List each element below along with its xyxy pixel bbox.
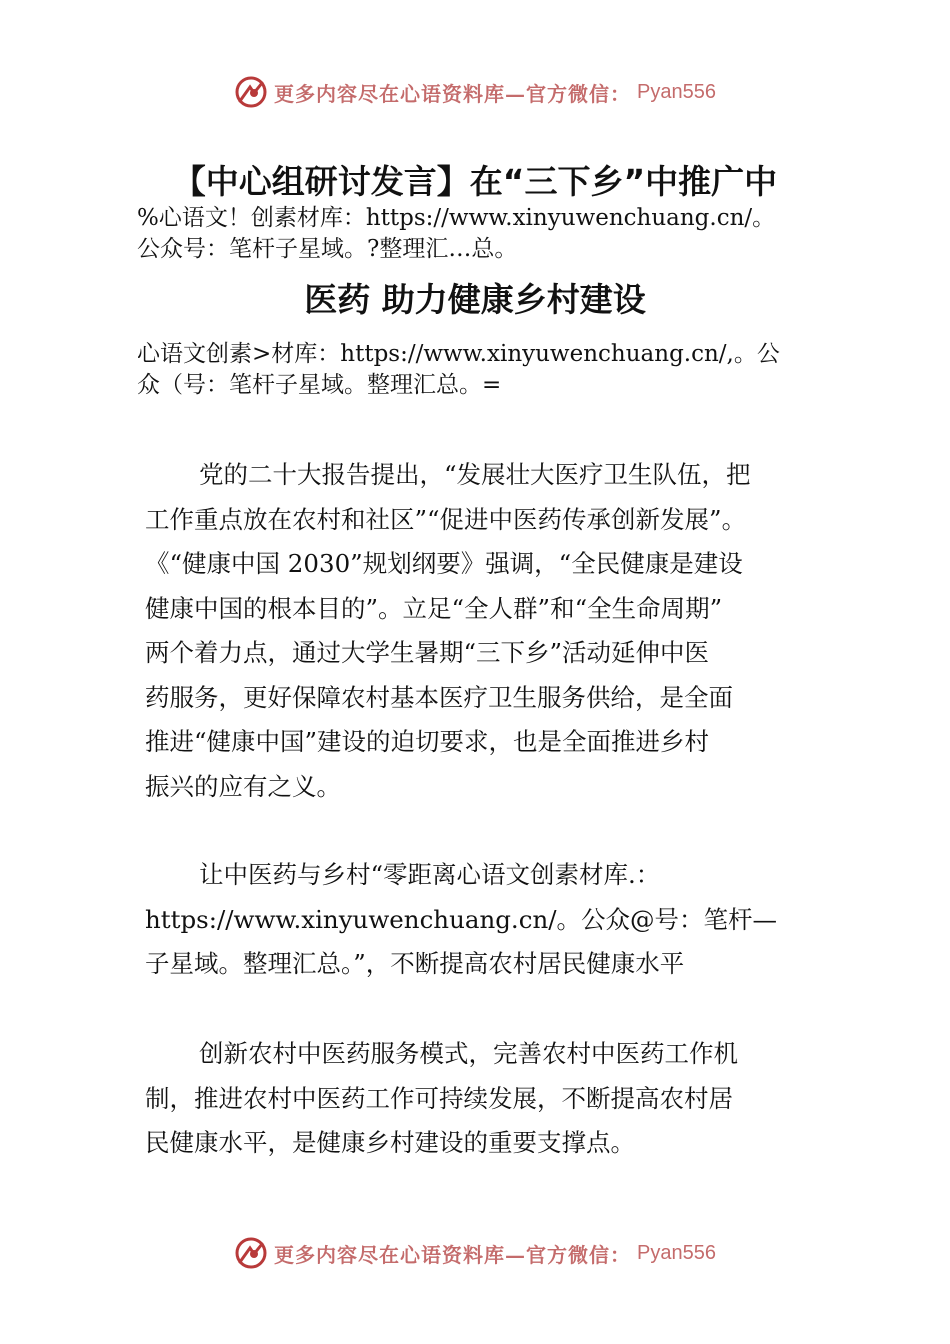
- paragraph-line: 《“健康中国 2030”规划纲要》强调，“全民健康是建设: [145, 549, 743, 578]
- paragraph-line: 推进“健康中国”建设的迫切要求，也是全面推进乡村: [145, 727, 710, 756]
- paragraph-line: 药服务，更好保障农村基本医疗卫生服务供给，是全面: [145, 682, 733, 712]
- brand-logo-icon: [234, 75, 268, 109]
- paragraph-line: https://www.xinyuwenchuang.cn/。公众@号：笔杆—: [145, 904, 777, 934]
- brand-logo-icon: [234, 1236, 268, 1270]
- footer-banner: [0, 1231, 950, 1275]
- paragraph-line: 制，推进农村中医药工作可持续发展，不断提高农村居: [145, 1083, 733, 1113]
- paragraph-line: 健康中国的根本目的”。立足“全人群”和“全生命周期”: [145, 593, 723, 623]
- banner-text: 更多内容尽在心语资料库—官方微信：: [274, 1242, 632, 1267]
- promo-a-line: 公众号：笔杆子星域。?整理汇…总。: [137, 236, 518, 262]
- promo-b-line: 心语文创素>材库：https://www.xinyuwenchuang.cn/,。公: [137, 341, 780, 367]
- banner-wechat-id: Pyan556: [637, 80, 716, 103]
- paragraph-line: 民健康水平，是健康乡村建设的重要支撑点。: [145, 1128, 635, 1157]
- body-paragraph-2: [145, 853, 810, 987]
- banner-wechat-id: Pyan556: [637, 1241, 716, 1264]
- body-paragraph-1: [145, 453, 810, 809]
- promo-a-line: %心语文！创素材库：https://www.xinyuwenchuang.cn/。: [137, 205, 776, 231]
- paragraph-line: 工作重点放在农村和社区”“促进中医药传承创新发展”。: [145, 504, 747, 534]
- promo-block-a: [137, 203, 847, 265]
- header-banner: [0, 70, 950, 114]
- paragraph-line: 子星域。整理汇总。”，不断提高农村居民健康水平: [145, 949, 685, 978]
- paragraph-line: 创新农村中医药服务模式，完善农村中医药工作机: [199, 1039, 738, 1068]
- page-title-line1: 【中心组研讨发言】在“三下乡”中推广中: [172, 162, 778, 201]
- promo-b-line: 众（号：笔杆子星域。整理汇总。=: [137, 372, 502, 398]
- page-title-line2: 医药 助力健康乡村建设: [304, 280, 646, 319]
- paragraph-line: 让中医药与乡村“零距离心语文创素材库.：: [199, 860, 661, 889]
- banner-text: 更多内容尽在心语资料库—官方微信：: [274, 81, 632, 106]
- promo-block-b: [137, 339, 847, 401]
- body-paragraph-3: [145, 1032, 810, 1166]
- paragraph-line: 党的二十大报告提出，“发展壮大医疗卫生队伍，把: [199, 460, 751, 489]
- paragraph-line: 两个着力点，通过大学生暑期“三下乡”活动延伸中医: [145, 638, 710, 667]
- paragraph-line: 振兴的应有之义。: [145, 771, 341, 801]
